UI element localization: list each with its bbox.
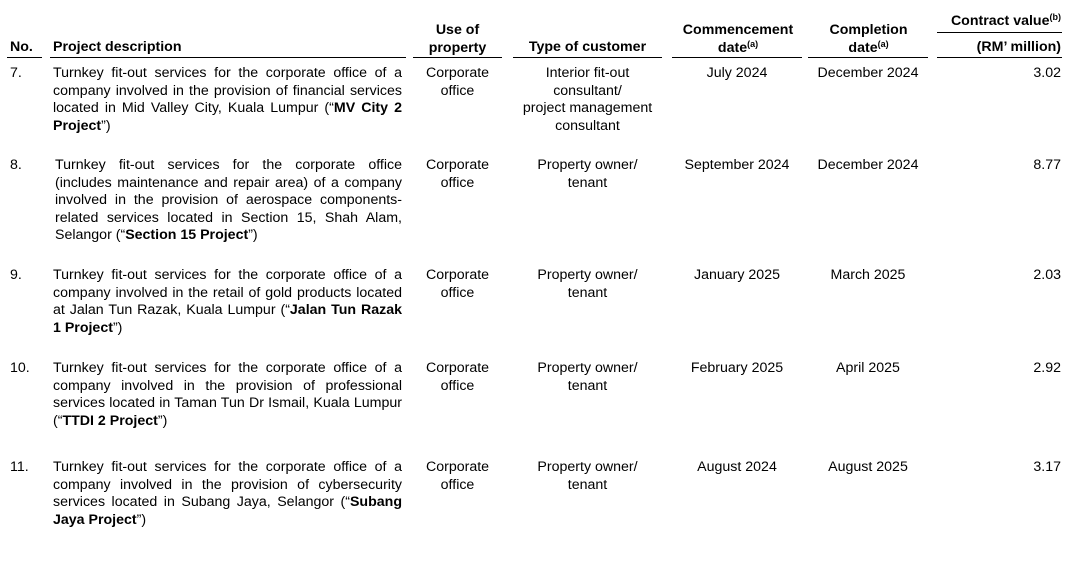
rule-completion: [808, 57, 928, 58]
footnote-b: (b): [1049, 12, 1061, 22]
header-contract-value-unit: (RM’ million): [976, 39, 1061, 55]
commencement-date: August 2024: [697, 459, 777, 475]
row-number: 9.: [10, 267, 22, 283]
header-contract-value: Contract value$^{(b)}$: [950, 12, 1061, 29]
commencement-date: January 2025: [694, 267, 780, 283]
rule-commencement: [672, 57, 802, 58]
use-of-property: Corporate office: [425, 360, 490, 394]
commencement-date: July 2024: [706, 65, 768, 81]
completion-date: December 2024: [817, 157, 919, 173]
contract-value: 8.77: [1033, 157, 1061, 173]
project-name: TTDI 2 Project: [62, 412, 158, 429]
contract-value: 2.92: [1033, 360, 1061, 376]
use-of-property: Corporate office: [425, 459, 490, 493]
commencement-date: February 2025: [690, 360, 784, 376]
row-number: 10.: [10, 360, 30, 376]
completion-date: December 2024: [817, 65, 919, 81]
completion-date: August 2025: [828, 459, 908, 475]
header-no: No.: [10, 39, 33, 55]
footnote-a-completion: (a): [877, 38, 889, 49]
project-name: Subang Jaya Project: [53, 494, 402, 528]
contract-value: 2.03: [1033, 267, 1061, 283]
use-of-property: Corporate office: [425, 65, 490, 99]
type-of-customer: Property owner/ tenant: [537, 157, 638, 191]
project-name: MV City 2 Project: [53, 100, 403, 134]
project-description: Turnkey fit-out services for the corporate office of a company involved in the provision of cybersecurity services located in Subang Jaya, Selangor (“Subang Jaya Project”): [53, 459, 402, 528]
completion-date: March 2025: [830, 267, 906, 283]
header-use-of-property: Use of property: [428, 22, 487, 56]
row-number: 7.: [10, 65, 22, 81]
header-commencement-date: Commencement date$^{(a)}$: [682, 22, 794, 56]
row-number: 11.: [10, 459, 29, 475]
header-type-of-customer: Type of customer: [528, 39, 647, 55]
project-name: Section 15 Project: [125, 227, 249, 244]
completion-date: April 2025: [836, 360, 900, 376]
contract-value: 3.17: [1033, 459, 1061, 475]
header-completion-date: Completion date$^{(a)}$: [829, 22, 908, 56]
contract-value: 3.02: [1033, 65, 1061, 81]
project-description: Turnkey fit-out services for the corporate office of a company involved in the provision of professional services located in Taman Tun Dr Ismail, Kuala Lumpur (“TTDI 2 Project”): [53, 360, 402, 429]
footnote-a-commencement: (a): [747, 38, 759, 49]
rule-use: [413, 57, 502, 58]
project-description: Turnkey fit-out services for the corporate office of a company involved in the retail of gold products located at Jalan Tun Razak, Kuala Lumpur (“Jalan Tun Razak 1 Project”): [53, 267, 402, 336]
use-of-property: Corporate office: [425, 267, 490, 301]
rule-value: [937, 57, 1062, 58]
type-of-customer: Property owner/ tenant: [537, 267, 638, 301]
row-number: 8.: [10, 157, 22, 173]
project-name: Jalan Tun Razak 1 Project: [53, 302, 402, 336]
type-of-customer: Interior fit-out consultant/ project management consultant: [522, 65, 653, 134]
rule-customer: [513, 57, 662, 58]
use-of-property: Corporate office: [425, 157, 490, 191]
header-project-description: Project description: [53, 39, 182, 55]
commencement-date: September 2024: [684, 157, 790, 173]
contract-value-rule: [937, 32, 1062, 33]
rule-description: [50, 57, 406, 58]
type-of-customer: Property owner/ tenant: [537, 459, 638, 493]
rule-no: [7, 57, 42, 58]
type-of-customer: Property owner/ tenant: [537, 360, 638, 394]
project-description: Turnkey fit-out services for the corporate office (includes maintenance and repair area) of a company involved in the provision of aerospace components-related services located in Section 15, Shah Alam, Selangor (“Section 15 Project”): [55, 157, 402, 244]
project-description: Turnkey fit-out services for the corporate office of a company involved in the provision of financial services located in Mid Valley City, Kuala Lumpur (“MV City 2 Project”): [53, 65, 403, 134]
